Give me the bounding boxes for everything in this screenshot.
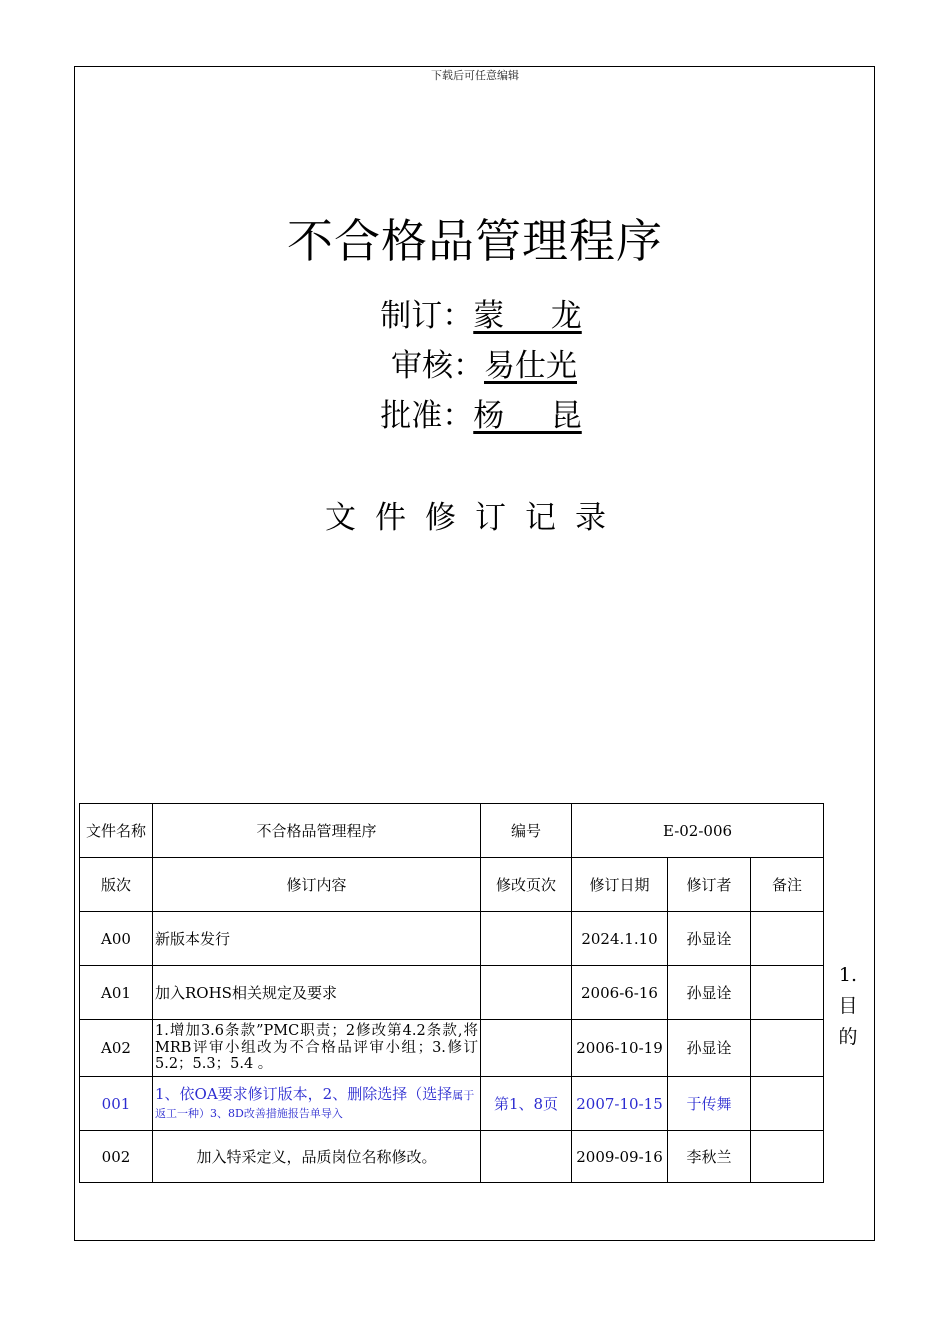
- number-label: 编号: [481, 804, 572, 858]
- author-cell: 孙显诠: [668, 1020, 751, 1077]
- table-info-row: [80, 804, 824, 858]
- drafted-by-label: 制订：: [380, 298, 474, 334]
- section-char: 的: [838, 1026, 858, 1048]
- table-row: [80, 1020, 824, 1077]
- file-name-value: 不合格品管理程序: [153, 804, 481, 858]
- table-row: [80, 1077, 824, 1131]
- column-header: 版次: [80, 858, 153, 912]
- pages-cell: [481, 1020, 572, 1077]
- reviewed-by-line: [9, 340, 950, 385]
- version-cell: A02: [80, 1020, 153, 1077]
- column-header: 修订内容: [153, 858, 481, 912]
- version-cell: A00: [80, 912, 153, 966]
- revision-record-heading: 文件修订记录: [325, 500, 625, 536]
- pages-cell: [481, 912, 572, 966]
- note-cell: [751, 912, 824, 966]
- note-cell: [751, 966, 824, 1020]
- version-cell: A01: [80, 966, 153, 1020]
- date-cell: 2009-09-16: [572, 1131, 668, 1183]
- date-cell: 2006-10-19: [572, 1020, 668, 1077]
- column-header: 修订日期: [572, 858, 668, 912]
- table-row: [80, 912, 824, 966]
- approved-by-name: 杨 昆: [473, 398, 582, 434]
- file-name-label: 文件名称: [80, 804, 153, 858]
- approved-by-line: [6, 390, 950, 435]
- document-title: 不合格品管理程序: [287, 214, 663, 268]
- pages-cell: [481, 1131, 572, 1183]
- table-row: [80, 966, 824, 1020]
- pages-cell: 第1、8页: [481, 1077, 572, 1131]
- content-main-text: 1、依OA要求修订版本，2、删除选择（选择: [155, 1085, 453, 1104]
- date-cell: 2006-6-16: [572, 966, 668, 1020]
- table-row: [80, 1131, 824, 1183]
- date-cell: 2024.1.10: [572, 912, 668, 966]
- reviewed-by-name: 易仕光: [484, 348, 577, 384]
- note-cell: [751, 1020, 824, 1077]
- content-small-text: 属于返工一种）3、8D改善措施报告单导入: [155, 1089, 475, 1120]
- reviewed-by-label: 审核：: [391, 348, 484, 384]
- author-cell: 孙显诠: [668, 966, 751, 1020]
- table-header-row: [80, 858, 824, 912]
- content-cell: [153, 1077, 481, 1131]
- content-cell: 加入特采定义，品质岗位名称修改。: [153, 1131, 481, 1183]
- note-cell: [751, 1131, 824, 1183]
- number-value: E-02-006: [572, 804, 824, 858]
- content-cell: 加入ROHS相关规定及要求: [153, 966, 481, 1020]
- version-cell: 001: [80, 1077, 153, 1131]
- column-header: 修改页次: [481, 858, 572, 912]
- pages-cell: [481, 966, 572, 1020]
- revision-table: [79, 803, 824, 1183]
- section-number: 1.: [838, 964, 858, 986]
- drafted-by-line: [6, 290, 950, 335]
- author-cell: 孙显诠: [668, 912, 751, 966]
- author-cell: 李秋兰: [668, 1131, 751, 1183]
- note-cell: [751, 1077, 824, 1131]
- author-cell: 于传舞: [668, 1077, 751, 1131]
- date-cell: 2007-10-15: [572, 1077, 668, 1131]
- section-char: 目: [838, 995, 858, 1017]
- content-cell: 新版本发行: [153, 912, 481, 966]
- section-heading-purpose: [838, 960, 858, 1053]
- version-cell: 002: [80, 1131, 153, 1183]
- column-header: 备注: [751, 858, 824, 912]
- drafted-by-name: 蒙 龙: [473, 298, 582, 334]
- content-cell: 1.增加3.6条款”PMC职责；2修改第4.2条款,将MRB评审小组改为不合格品评审小组；3.修订5.2；5.3；5.4 。: [153, 1020, 481, 1077]
- column-header: 修订者: [668, 858, 751, 912]
- header-note: 下载后可任意编辑: [431, 69, 519, 82]
- approved-by-label: 批准：: [380, 398, 474, 434]
